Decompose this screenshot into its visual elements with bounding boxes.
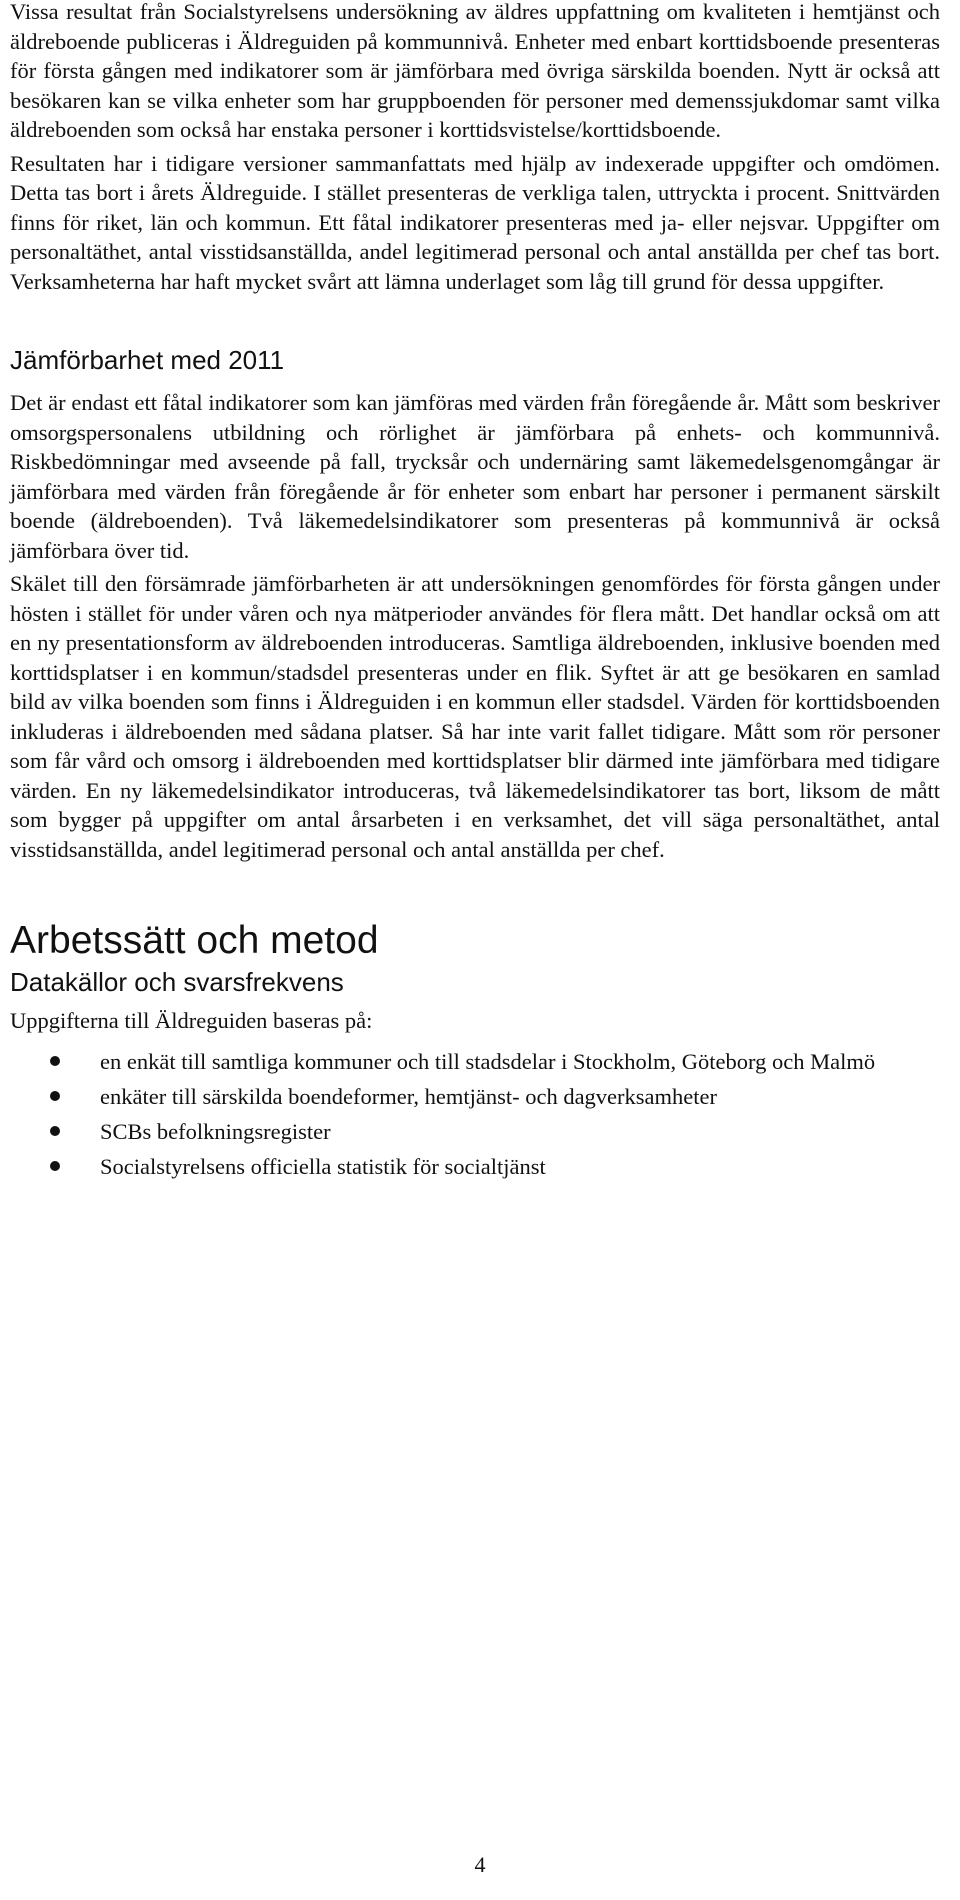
bullet-icon <box>50 1126 60 1136</box>
page-number: 4 <box>474 1852 486 1877</box>
heading-arbetssatt: Arbetssätt och metod <box>10 919 379 962</box>
heading-datakallor: Datakällor och svarsfrekvens <box>10 967 344 997</box>
list-item <box>10 1116 940 1147</box>
bullet-list-intro: Uppgifterna till Äldreguiden baseras på: <box>10 1008 373 1033</box>
heading-jamforbarhet: Jämförbarhet med 2011 <box>10 345 285 375</box>
list-item-text: en enkät till samtliga kommuner och till stadsdelar i Stockholm, Göteborg och Malmö <box>100 1048 876 1074</box>
paragraph-summary-changes: Resultaten har i tidigare versioner sammanfattats med hjälp av indexerade uppgifter och omdömen. Detta tas bort i årets Äldreguide. I stället presenteras de verkliga talen, uttryckta i procent. Snittvärden finns för riket, län och kommun. Ett fåtal indikatorer presenteras med ja- eller nejsvar. Uppgifter om personaltäthet, antal visstidsanställda, andel legitimerad personal och antal anställda per chef tas bort. Verksamheterna har haft mycket svårt att lämna underlaget som låg till grund för dessa uppgifter. <box>10 150 940 294</box>
bullet-icon <box>50 1161 60 1171</box>
bullet-icon <box>50 1091 60 1101</box>
document-page <box>10 0 940 1186</box>
list-item-text: Socialstyrelsens officiella statistik för socialtjänst <box>100 1153 546 1179</box>
paragraph-reasons: Skälet till den försämrade jämförbarheten är att undersökningen genomfördes för första gången under hösten i stället för under våren och nya mätperioder användes för flera mått. Det handlar också om att en ny presentationsform av äldreboenden introduceras. Samtliga äldreboenden, inklusive boenden med korttidsplatser i en kommun/stadsdel presenteras under en flik. Syftet är att ge besökaren en samlad bild av vilka boenden som finns i Äldreguiden i en kommun eller stadsdel. Värden för korttidsboenden inkluderas i äldreboenden med sådana platser. Så har inte varit fallet tidigare. Mått som rör personer som får vård och omsorg i äldreboenden med korttidsplatser blir därmed inte jämförbara med tidigare värden. En ny läkemedelsindikator introduceras, två läkemedelsindikatorer tas bort, liksom de mått som bygger på uppgifter om antal årsarbeten i en verksamhet, det vill säga personaltäthet, antal visstidsanställda, andel legitimerad personal och antal anställda per chef. <box>10 571 940 862</box>
list-item-text: enkäter till särskilda boendeformer, hemtjänst- och dagverksamheter <box>100 1083 717 1109</box>
paragraph-intro-results: Vissa resultat från Socialstyrelsens undersökning av äldres uppfattning om kvaliteten i hemtjänst och äldreboende publiceras i Äldreguiden på kommunnivå. Enheter med enbart korttidsboende presenteras för första gången med indikatorer som är jämförbara med övriga särskilda boenden. Nytt är också att besökaren kan se vilka enheter som har gruppboenden för personer med demenssjukdomar samt vilka äldreboenden som också har enstaka personer i korttidsvistelse/korttidsboende. <box>10 0 940 142</box>
paragraph-comparability: Det är endast ett fåtal indikatorer som kan jämföras med värden från föregående år. Mått som beskriver omsorgspersonalens utbildning och rörlighet är jämförbara på enhets- och kommunnivå. Riskbedömningar med avseende på fall, trycksår och undernäring samt läkemedelsgenomgångar är jämförbara med värden från föregående år för enheter som enbart har personer i permanent särskilt boende (äldreboenden). Två läkemedelsindikatorer som presenteras på kommunnivå är också jämförbara över tid. <box>10 390 940 563</box>
data-source-list <box>10 1046 940 1182</box>
list-item <box>10 1151 940 1182</box>
bullet-icon <box>50 1056 60 1066</box>
list-item <box>10 1081 940 1112</box>
list-item-text: SCBs befolkningsregister <box>100 1118 331 1144</box>
list-item <box>10 1046 940 1077</box>
